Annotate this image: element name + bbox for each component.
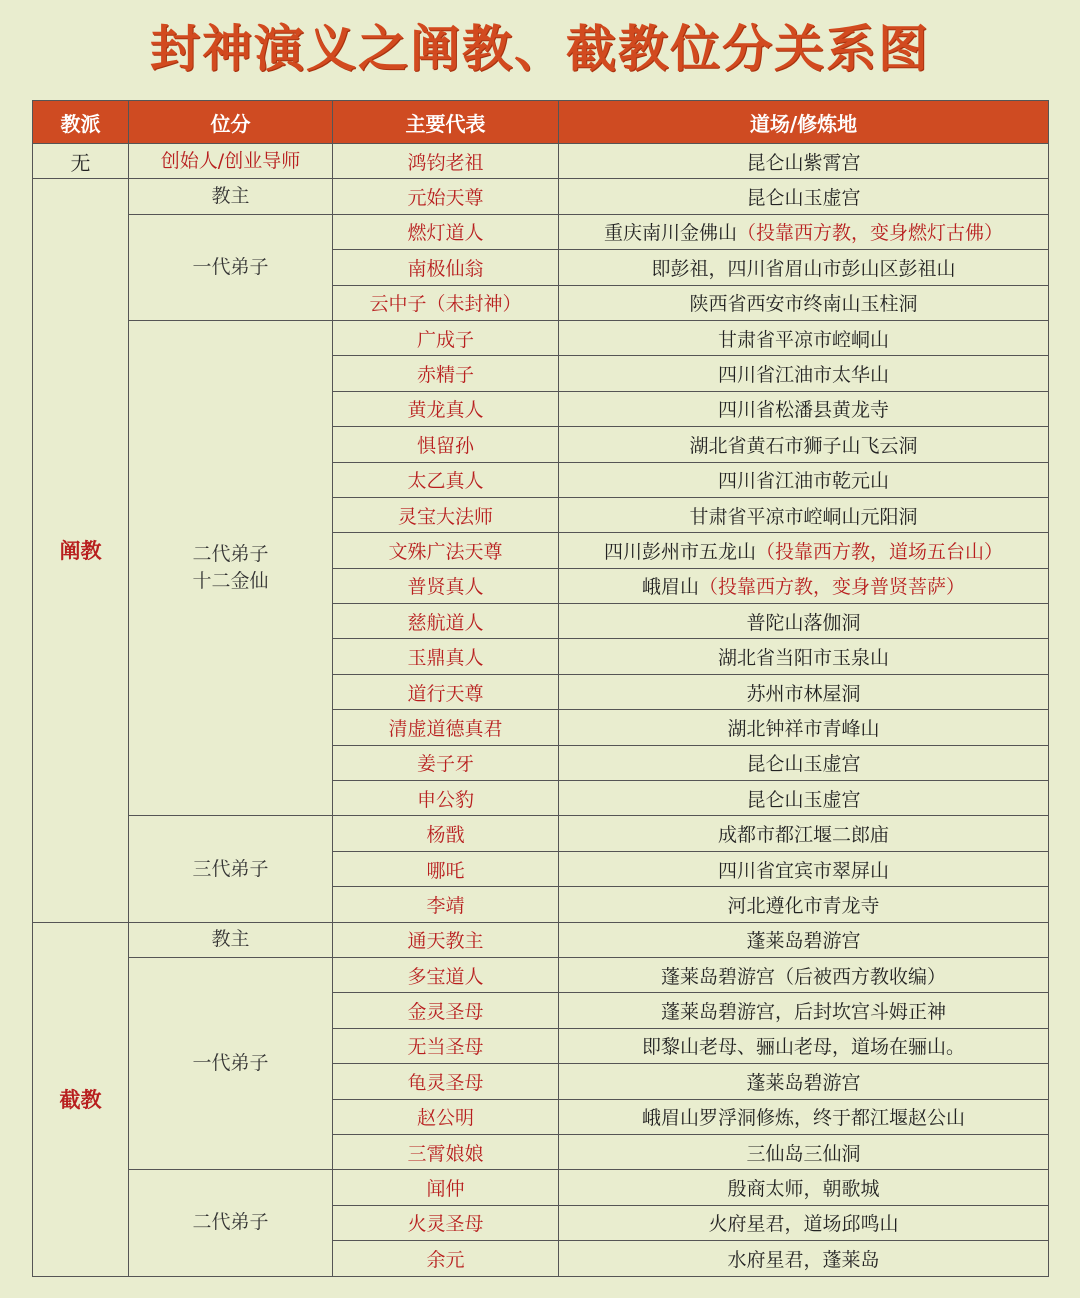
place-text: 湖北省当阳市玉泉山 [717, 647, 889, 670]
place-text: 殷商太师，朝歌城 [727, 1178, 880, 1201]
rank-label: 一代弟子 [192, 255, 269, 278]
representative-cell: 赤精子 [333, 356, 559, 391]
place-text: 三仙岛三仙洞 [746, 1142, 861, 1165]
representative-cell: 慈航道人 [333, 604, 559, 639]
rank-cell [129, 320, 333, 815]
table-row [33, 816, 1049, 851]
place-cell [559, 816, 1049, 851]
place-text: 峨眉山 [641, 576, 699, 599]
sect-cell: 截教 [33, 922, 129, 1276]
place-cell [559, 1241, 1049, 1276]
place-text: 成都市都江堰二郎庙 [717, 824, 889, 847]
representative-cell: 闻仲 [333, 1170, 559, 1205]
rank-label: 二代弟子 [192, 543, 269, 566]
representative-cell: 普贤真人 [333, 568, 559, 603]
place-cell [559, 745, 1049, 780]
representative-cell: 李靖 [333, 887, 559, 922]
representative-cell: 太乙真人 [333, 462, 559, 497]
place-cell [559, 320, 1049, 355]
place-cell [559, 710, 1049, 745]
place-text: 四川省宜宾市翠屏山 [717, 859, 889, 882]
representative-cell: 南极仙翁 [333, 250, 559, 285]
table-row [33, 1170, 1049, 1205]
place-cell [559, 427, 1049, 462]
place-cell [559, 568, 1049, 603]
place-text: 昆仑山玉虚宫 [746, 753, 861, 776]
representative-cell: 文殊广法天尊 [333, 533, 559, 568]
place-cell [559, 1205, 1049, 1240]
place-text: 河北遵化市青龙寺 [727, 894, 880, 917]
place-text: 即彭祖，四川省眉山市彭山区彭祖山 [651, 257, 956, 280]
representative-cell: 余元 [333, 1241, 559, 1276]
representative-cell: 金灵圣母 [333, 993, 559, 1028]
place-text: 苏州市林屋洞 [746, 682, 861, 705]
place-cell [559, 250, 1049, 285]
table-row [33, 179, 1049, 214]
place-text: 湖北钟祥市青峰山 [727, 717, 880, 740]
table-body [33, 144, 1049, 1277]
rank-label: 二代弟子 [192, 1211, 269, 1234]
representative-cell: 云中子（未封神） [333, 285, 559, 320]
place-text: 昆仑山玉虚宫 [746, 187, 861, 210]
place-cell [559, 462, 1049, 497]
place-text: 四川省江油市乾元山 [717, 470, 889, 493]
representative-cell: 杨戬 [333, 816, 559, 851]
place-cell [559, 674, 1049, 709]
place-text: 蓬莱岛碧游宫，后封坎宫斗姆正神 [660, 1001, 946, 1024]
place-cell [559, 1064, 1049, 1099]
sect-cell: 阐教 [33, 179, 129, 922]
representative-cell: 玉鼎真人 [333, 639, 559, 674]
sect-cell: 无 [33, 144, 129, 179]
place-text: 蓬莱岛碧游宫 [746, 930, 861, 953]
rank-label: 教主 [211, 185, 250, 208]
header-place: 道场/修炼地 [559, 101, 1049, 144]
representative-cell: 姜子牙 [333, 745, 559, 780]
representative-cell: 多宝道人 [333, 957, 559, 992]
representative-cell: 清虚道德真君 [333, 710, 559, 745]
representative-cell: 无当圣母 [333, 1028, 559, 1063]
representative-cell: 灵宝大法师 [333, 497, 559, 532]
place-cell: 昆仑山紫霄宫 [559, 144, 1049, 179]
place-text: 蓬莱岛碧游宫 [746, 1071, 861, 1094]
place-note: （投靠西方教，道场五台山） [756, 540, 1004, 563]
representative-cell: 赵公明 [333, 1099, 559, 1134]
place-cell [559, 957, 1049, 992]
place-cell [559, 533, 1049, 568]
representative-cell: 燃灯道人 [333, 214, 559, 249]
place-cell [559, 922, 1049, 957]
place-note: （投靠西方教，变身普贤菩萨） [699, 576, 966, 599]
rank-label: 十二金仙 [192, 570, 269, 593]
place-cell [559, 1134, 1049, 1169]
place-cell [559, 214, 1049, 249]
place-cell [559, 851, 1049, 886]
representative-cell: 道行天尊 [333, 674, 559, 709]
place-text: 火府星君，道场邱鸣山 [708, 1213, 899, 1236]
rank-label: 教主 [211, 928, 250, 951]
rank-label: 三代弟子 [192, 857, 269, 880]
place-text: 普陀山落伽洞 [746, 611, 861, 634]
rank-cell [129, 214, 333, 320]
header-row [33, 101, 1049, 144]
rank-cell [129, 922, 333, 957]
header-sect: 教派 [33, 101, 129, 144]
header-rank: 位分 [129, 101, 333, 144]
place-cell [559, 179, 1049, 214]
place-text: 湖北省黄石市狮子山飞云洞 [689, 434, 918, 457]
rank-cell [129, 816, 333, 922]
place-cell [559, 993, 1049, 1028]
place-note: （投靠西方教，变身燃灯古佛） [737, 222, 1004, 245]
relation-table-wrapper [32, 100, 1048, 1277]
place-text: 甘肃省平凉市崆峒山 [717, 328, 889, 351]
representative-cell: 龟灵圣母 [333, 1064, 559, 1099]
place-cell [559, 887, 1049, 922]
place-text: 水府星君，蓬莱岛 [727, 1248, 880, 1271]
representative-cell: 火灵圣母 [333, 1205, 559, 1240]
rank-cell [129, 179, 333, 214]
place-text: 四川彭州市五龙山 [603, 540, 756, 563]
rank-cell: 创始人/创业导师 [129, 144, 333, 179]
place-cell [559, 497, 1049, 532]
rank-label: 一代弟子 [192, 1052, 269, 1075]
place-text: 峨眉山罗浮洞修炼，终于都江堰赵公山 [641, 1107, 965, 1130]
table-row [33, 214, 1049, 249]
representative-cell: 通天教主 [333, 922, 559, 957]
place-cell [559, 285, 1049, 320]
place-cell [559, 604, 1049, 639]
representative-cell: 黄龙真人 [333, 391, 559, 426]
header-representative: 主要代表 [333, 101, 559, 144]
place-cell [559, 1028, 1049, 1063]
representative-cell: 哪吒 [333, 851, 559, 886]
place-cell [559, 639, 1049, 674]
place-cell [559, 1170, 1049, 1205]
representative-cell: 鸿钧老祖 [333, 144, 559, 179]
table-row [33, 144, 1049, 179]
place-text: 陕西省西安市终南山玉柱洞 [689, 293, 918, 316]
place-cell [559, 1099, 1049, 1134]
place-text: 即黎山老母、骊山老母，道场在骊山。 [641, 1036, 965, 1059]
rank-cell [129, 957, 333, 1169]
place-cell [559, 391, 1049, 426]
table-row [33, 957, 1049, 992]
relation-table [32, 100, 1049, 1277]
place-text: 甘肃省平凉市崆峒山元阳洞 [689, 505, 918, 528]
representative-cell: 惧留孙 [333, 427, 559, 462]
place-cell [559, 781, 1049, 816]
page-title: 封神演义之阐教、截教位分关系图 [150, 20, 930, 78]
representative-cell: 元始天尊 [333, 179, 559, 214]
table-row [33, 320, 1049, 355]
representative-cell: 三霄娘娘 [333, 1134, 559, 1169]
place-text: 昆仑山玉虚宫 [746, 788, 861, 811]
representative-cell: 广成子 [333, 320, 559, 355]
table-row [33, 922, 1049, 957]
place-cell [559, 356, 1049, 391]
place-text: 四川省松潘县黄龙寺 [717, 399, 889, 422]
place-text: 重庆南川金佛山 [603, 222, 737, 245]
place-text: 蓬莱岛碧游宫（后被西方教收编） [660, 965, 946, 988]
rank-cell [129, 1170, 333, 1276]
place-text: 四川省江油市太华山 [717, 364, 889, 387]
representative-cell: 申公豹 [333, 781, 559, 816]
